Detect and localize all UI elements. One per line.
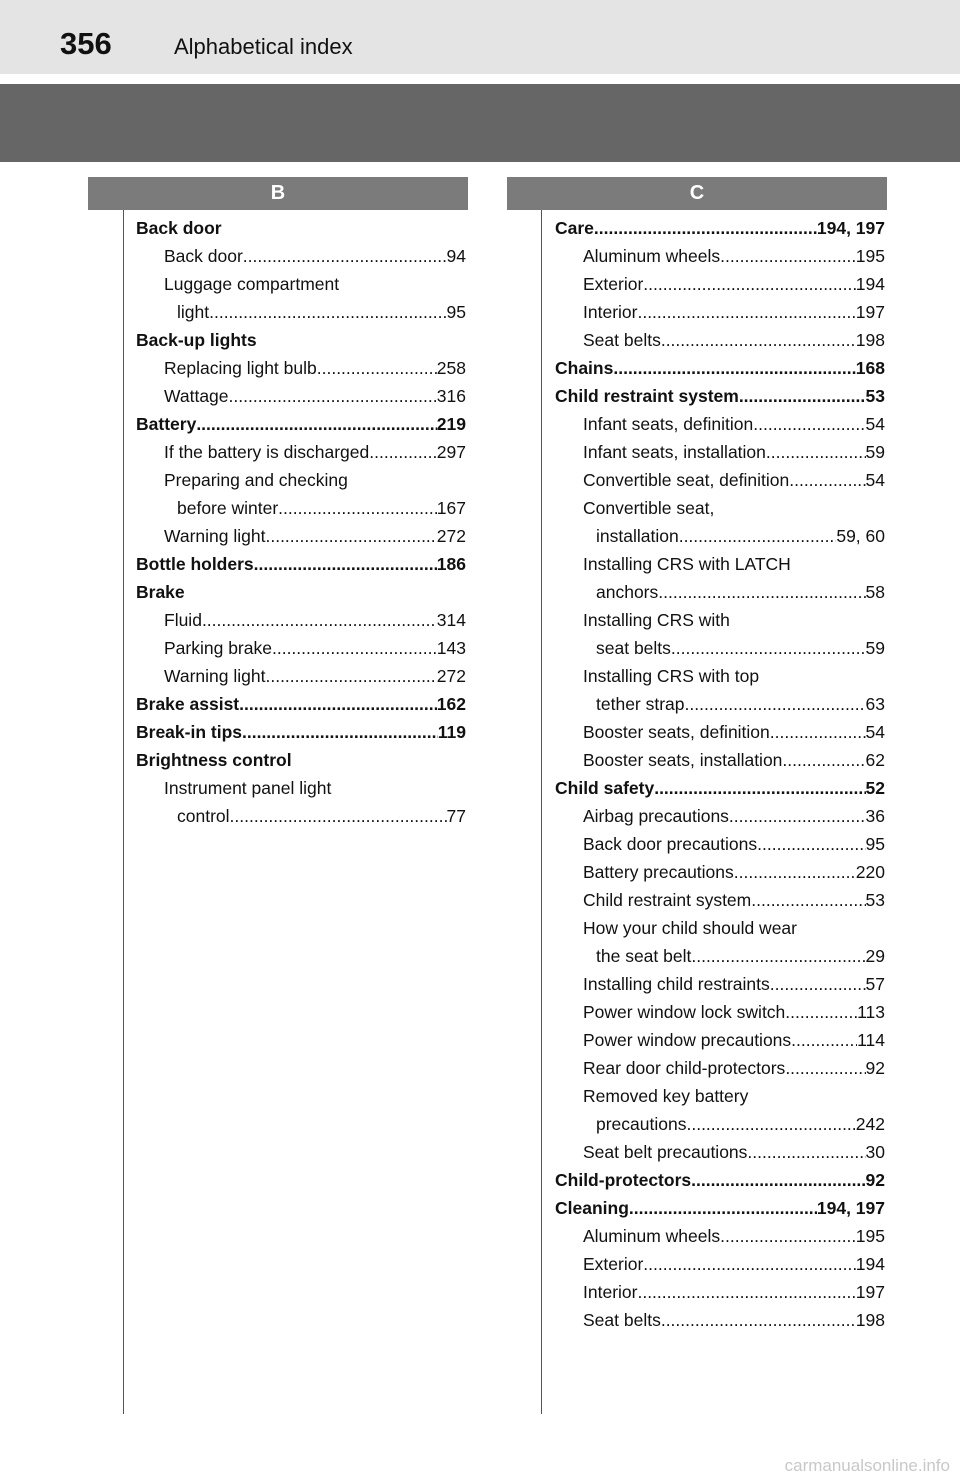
dot-leader bbox=[202, 606, 437, 634]
index-entry bbox=[555, 746, 885, 774]
index-entry bbox=[555, 858, 885, 886]
entry-page: 59, 60 bbox=[836, 526, 885, 546]
entry-page: 52 bbox=[865, 778, 885, 798]
index-entry bbox=[555, 802, 885, 830]
dot-leader bbox=[671, 634, 866, 662]
entry-page: 95 bbox=[446, 302, 466, 322]
dot-leader bbox=[243, 242, 447, 270]
entry-text: tether strap bbox=[596, 694, 685, 714]
entry-page: 58 bbox=[865, 582, 885, 602]
index-entry bbox=[136, 634, 466, 662]
entry-text: Seat belts bbox=[583, 1310, 661, 1330]
entry-page: 114 bbox=[857, 1030, 885, 1050]
entry-text: Seat belts bbox=[583, 330, 661, 350]
index-entry bbox=[555, 494, 885, 522]
entry-page: 53 bbox=[865, 890, 885, 910]
dot-leader bbox=[766, 438, 866, 466]
entry-page: 54 bbox=[865, 470, 885, 490]
entry-text: Brightness control bbox=[136, 750, 292, 770]
index-entry bbox=[555, 242, 885, 270]
index-entry bbox=[555, 774, 885, 802]
entry-text: Interior bbox=[583, 302, 638, 322]
entry-page: 220 bbox=[855, 862, 885, 882]
entry-text: the seat belt bbox=[596, 946, 692, 966]
index-entry bbox=[555, 1250, 885, 1278]
entry-page: 113 bbox=[857, 1002, 885, 1022]
index-entry bbox=[136, 802, 466, 830]
dot-leader bbox=[785, 1054, 865, 1082]
index-entry bbox=[555, 550, 885, 578]
dot-leader bbox=[637, 298, 855, 326]
entry-page: 36 bbox=[865, 806, 885, 826]
dot-leader bbox=[272, 634, 437, 662]
index-entry bbox=[136, 550, 466, 578]
entry-page: 168 bbox=[855, 358, 885, 378]
entry-text: Child-protectors bbox=[555, 1170, 692, 1190]
entry-text: Seat belt precautions bbox=[583, 1142, 748, 1162]
dot-leader bbox=[239, 690, 437, 718]
entry-text: Installing CRS with bbox=[583, 610, 730, 630]
index-entry bbox=[555, 1054, 885, 1082]
index-entry bbox=[555, 354, 885, 382]
entry-page: 63 bbox=[865, 694, 885, 714]
dot-leader bbox=[654, 774, 865, 802]
entry-text: Parking brake bbox=[164, 638, 272, 658]
index-entry bbox=[136, 270, 466, 298]
entry-text: Back door bbox=[136, 218, 222, 238]
entry-text: Brake bbox=[136, 582, 185, 602]
entry-page: 219 bbox=[436, 414, 466, 434]
index-entry bbox=[136, 326, 466, 354]
page-header bbox=[0, 0, 960, 74]
entry-text: Wattage bbox=[164, 386, 229, 406]
entry-page: 194, 197 bbox=[816, 218, 885, 238]
index-entry bbox=[136, 522, 466, 550]
dot-leader bbox=[317, 354, 437, 382]
entry-text: Interior bbox=[583, 1282, 638, 1302]
entry-text: Booster seats, definition bbox=[583, 722, 770, 742]
index-entry bbox=[555, 662, 885, 690]
dot-leader bbox=[770, 718, 866, 746]
index-column-c bbox=[507, 177, 887, 1334]
entry-page: 54 bbox=[865, 414, 885, 434]
entry-page: 186 bbox=[436, 554, 466, 574]
entry-page: 30 bbox=[865, 1142, 885, 1162]
entry-page: 242 bbox=[855, 1114, 885, 1134]
dot-leader bbox=[196, 410, 436, 438]
dot-leader bbox=[782, 746, 865, 774]
entry-text: Infant seats, installation bbox=[583, 442, 766, 462]
entry-page: 198 bbox=[855, 330, 885, 350]
index-entry bbox=[136, 718, 466, 746]
index-column-b bbox=[88, 177, 468, 830]
index-entry bbox=[555, 718, 885, 746]
entry-text: Rear door child-protectors bbox=[583, 1058, 786, 1078]
dot-leader bbox=[242, 718, 438, 746]
index-entry bbox=[555, 1110, 885, 1138]
entry-text: Preparing and checking bbox=[164, 470, 348, 490]
dot-leader bbox=[753, 410, 865, 438]
entry-page: 53 bbox=[865, 386, 885, 406]
section-letter-b: B bbox=[88, 177, 468, 210]
index-entry bbox=[555, 606, 885, 634]
dot-leader bbox=[751, 886, 865, 914]
entry-text: Chains bbox=[555, 358, 614, 378]
entry-text: How your child should wear bbox=[583, 918, 797, 938]
index-entry bbox=[555, 214, 885, 242]
entry-text: Child restraint system bbox=[583, 890, 752, 910]
index-entry bbox=[555, 690, 885, 718]
entry-text: Brake assist bbox=[136, 694, 240, 714]
index-entry bbox=[555, 382, 885, 410]
dot-leader bbox=[729, 802, 866, 830]
index-entry bbox=[555, 1194, 885, 1222]
entry-page: 197 bbox=[855, 1282, 885, 1302]
entry-text: Airbag precautions bbox=[583, 806, 729, 826]
entry-text: Installing CRS with top bbox=[583, 666, 760, 686]
index-entry bbox=[136, 214, 466, 242]
index-entry bbox=[555, 886, 885, 914]
index-entry bbox=[555, 1082, 885, 1110]
entry-text: Instrument panel light bbox=[164, 778, 332, 798]
index-entry bbox=[555, 1278, 885, 1306]
dot-leader bbox=[629, 1194, 817, 1222]
dot-leader bbox=[278, 494, 437, 522]
entry-text: Exterior bbox=[583, 274, 644, 294]
dot-leader bbox=[691, 942, 865, 970]
entry-text: Removed key battery bbox=[583, 1086, 749, 1106]
index-entry bbox=[555, 578, 885, 606]
entry-text: Battery precautions bbox=[583, 862, 734, 882]
dot-leader bbox=[369, 438, 437, 466]
index-entry bbox=[555, 998, 885, 1026]
entry-page: 297 bbox=[436, 442, 466, 462]
index-entry bbox=[555, 270, 885, 298]
entry-page: 119 bbox=[437, 722, 466, 742]
entry-text: Infant seats, definition bbox=[583, 414, 754, 434]
index-entry bbox=[136, 578, 466, 606]
dot-leader bbox=[637, 1278, 855, 1306]
entry-page: 95 bbox=[865, 834, 885, 854]
index-entry bbox=[555, 326, 885, 354]
dot-leader bbox=[747, 1138, 865, 1166]
entry-page: 167 bbox=[436, 498, 466, 518]
index-entry bbox=[555, 830, 885, 858]
entry-text: anchors bbox=[596, 582, 659, 602]
dot-leader bbox=[789, 466, 865, 494]
page-number: 356 bbox=[60, 26, 112, 61]
entry-text: control bbox=[177, 806, 230, 826]
entry-page: 194, 197 bbox=[816, 1198, 885, 1218]
index-entry bbox=[555, 1026, 885, 1054]
entry-page: 59 bbox=[865, 638, 885, 658]
entry-page: 143 bbox=[436, 638, 466, 658]
entry-text: Installing CRS with LATCH bbox=[583, 554, 791, 574]
entry-page: 29 bbox=[865, 946, 885, 966]
entry-text: Care bbox=[555, 218, 594, 238]
index-entry bbox=[555, 466, 885, 494]
index-entry bbox=[136, 662, 466, 690]
entry-text: If the battery is discharged bbox=[164, 442, 370, 462]
entry-text: Cleaning bbox=[555, 1198, 629, 1218]
dot-leader bbox=[230, 802, 447, 830]
index-entry bbox=[555, 1306, 885, 1334]
index-list-b bbox=[88, 214, 468, 830]
index-entry bbox=[136, 382, 466, 410]
entry-text: Convertible seat, bbox=[583, 498, 715, 518]
dot-leader bbox=[720, 242, 856, 270]
dot-leader bbox=[686, 1110, 855, 1138]
dot-leader bbox=[658, 578, 865, 606]
entry-page: 258 bbox=[436, 358, 466, 378]
entry-text: Aluminum wheels bbox=[583, 1226, 721, 1246]
index-entry bbox=[555, 298, 885, 326]
watermark: carmanualsonline.info bbox=[784, 1456, 950, 1475]
index-entry bbox=[555, 410, 885, 438]
entry-text: Back-up lights bbox=[136, 330, 257, 350]
index-entry bbox=[555, 914, 885, 942]
entry-page: 195 bbox=[855, 1226, 885, 1246]
entry-page: 77 bbox=[446, 806, 466, 826]
entry-text: Fluid bbox=[164, 610, 202, 630]
index-entry bbox=[136, 606, 466, 634]
entry-text: seat belts bbox=[596, 638, 671, 658]
index-entry bbox=[555, 970, 885, 998]
entry-text: before winter bbox=[177, 498, 279, 518]
index-entry bbox=[136, 466, 466, 494]
dot-leader bbox=[229, 382, 437, 410]
entry-page: 59 bbox=[865, 442, 885, 462]
dot-leader bbox=[739, 382, 866, 410]
entry-text: light bbox=[177, 302, 210, 322]
index-entry bbox=[555, 1222, 885, 1250]
dot-leader bbox=[785, 998, 857, 1026]
entry-text: Child safety bbox=[555, 778, 655, 798]
entry-text: installation bbox=[596, 526, 679, 546]
entry-text: Booster seats, installation bbox=[583, 750, 783, 770]
dot-leader bbox=[679, 522, 837, 550]
dot-leader bbox=[720, 1222, 856, 1250]
index-entry bbox=[555, 522, 885, 550]
dot-leader bbox=[643, 1250, 856, 1278]
entry-text: Break-in tips bbox=[136, 722, 242, 742]
index-entry bbox=[136, 354, 466, 382]
entry-page: 162 bbox=[436, 694, 466, 714]
entry-text: Back door bbox=[164, 246, 243, 266]
entry-page: 194 bbox=[855, 274, 885, 294]
entry-page: 272 bbox=[436, 666, 466, 686]
entry-text: Installing child restraints bbox=[583, 974, 770, 994]
entry-text: Aluminum wheels bbox=[583, 246, 721, 266]
entry-text: Battery bbox=[136, 414, 197, 434]
index-entry bbox=[555, 438, 885, 466]
dot-leader bbox=[594, 214, 817, 242]
index-entry bbox=[555, 634, 885, 662]
entry-text: Warning light bbox=[164, 666, 266, 686]
dot-leader bbox=[613, 354, 855, 382]
entry-text: Power window lock switch bbox=[583, 1002, 786, 1022]
entry-text: Back door precautions bbox=[583, 834, 758, 854]
index-entry bbox=[136, 242, 466, 270]
index-entry bbox=[136, 438, 466, 466]
dot-leader bbox=[661, 1306, 856, 1334]
section-letter-c: C bbox=[507, 177, 887, 210]
entry-page: 54 bbox=[865, 722, 885, 742]
entry-text: Warning light bbox=[164, 526, 266, 546]
index-entry bbox=[555, 942, 885, 970]
entry-page: 197 bbox=[855, 302, 885, 322]
entry-page: 314 bbox=[436, 610, 466, 630]
entry-page: 92 bbox=[865, 1170, 885, 1190]
entry-text: Convertible seat, definition bbox=[583, 470, 790, 490]
dot-leader bbox=[757, 830, 865, 858]
dot-leader bbox=[734, 858, 856, 886]
index-list-c bbox=[507, 214, 887, 1334]
entry-page: 62 bbox=[865, 750, 885, 770]
dot-leader bbox=[265, 662, 436, 690]
dot-leader bbox=[791, 1026, 857, 1054]
entry-page: 57 bbox=[865, 974, 885, 994]
entry-text: precautions bbox=[596, 1114, 687, 1134]
dot-leader bbox=[685, 690, 866, 718]
dot-leader bbox=[209, 298, 446, 326]
header-band bbox=[0, 84, 960, 162]
entry-page: 92 bbox=[865, 1058, 885, 1078]
index-entry bbox=[136, 690, 466, 718]
entry-text: Luggage compartment bbox=[164, 274, 340, 294]
entry-page: 198 bbox=[855, 1310, 885, 1330]
entry-page: 316 bbox=[436, 386, 466, 406]
entry-page: 194 bbox=[855, 1254, 885, 1274]
index-entry bbox=[136, 746, 466, 774]
entry-text: Child restraint system bbox=[555, 386, 739, 406]
index-entry bbox=[136, 298, 466, 326]
index-entry bbox=[136, 494, 466, 522]
dot-leader bbox=[643, 270, 856, 298]
index-entry bbox=[555, 1138, 885, 1166]
dot-leader bbox=[254, 550, 437, 578]
page-title: Alphabetical index bbox=[174, 34, 353, 59]
entry-text: Bottle holders bbox=[136, 554, 254, 574]
dot-leader bbox=[265, 522, 436, 550]
entry-page: 272 bbox=[436, 526, 466, 546]
dot-leader bbox=[770, 970, 866, 998]
index-entry bbox=[555, 1166, 885, 1194]
index-entry bbox=[136, 410, 466, 438]
index-entry bbox=[136, 774, 466, 802]
entry-page: 195 bbox=[855, 246, 885, 266]
entry-text: Replacing light bulb bbox=[164, 358, 317, 378]
entry-text: Power window precautions bbox=[583, 1030, 792, 1050]
dot-leader bbox=[661, 326, 856, 354]
entry-text: Exterior bbox=[583, 1254, 644, 1274]
dot-leader bbox=[691, 1166, 865, 1194]
entry-page: 94 bbox=[446, 246, 466, 266]
